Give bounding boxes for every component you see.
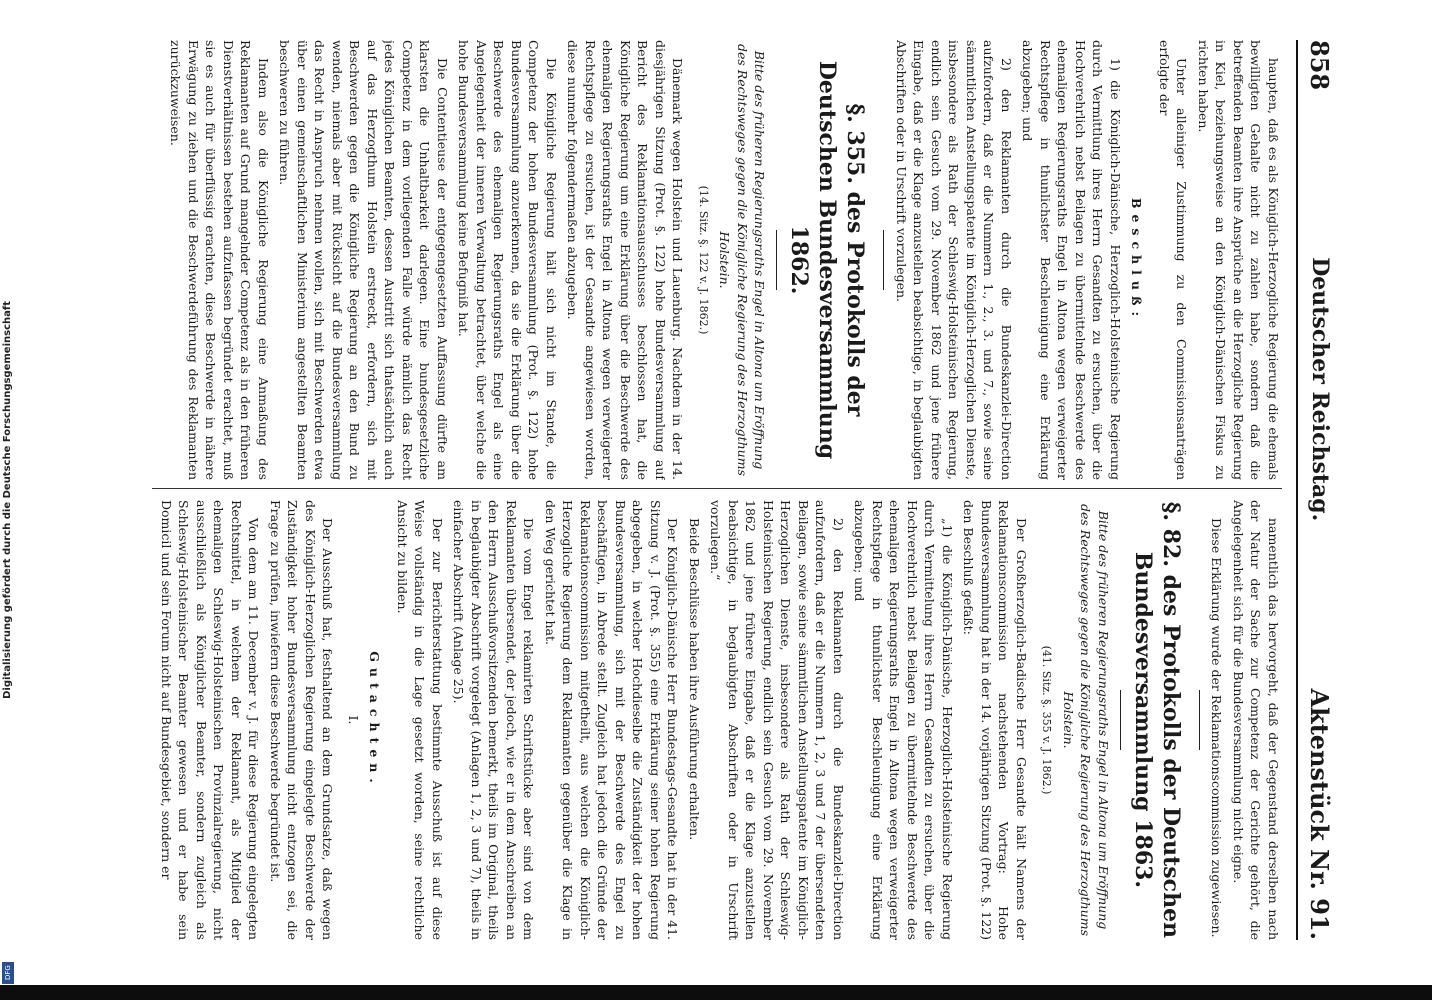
section-subtitle: Bitte des früheren Regierungsraths Engel in Altona um Eröffnung des Rechtsweges gegen die Königliche Regierung des Herzogthums Holstein. [1061, 504, 1111, 936]
section-reference: (41. Sitz. §. 355 v. J. 1862.) [1040, 645, 1054, 795]
section-reference: (14. Sitz. §. 122 v. J. 1862.) [697, 185, 710, 335]
paragraph: Die vom Engel reklamirten Schriftstücke aber sind von dem Reklamanten übersendet, der jedoch, wie er in dem Anschreiben an den Herrn Ausschußvorsitzenden bemerkt, theils im Original, theils in beglaubigter Abschrift vorgelegt (Anlagen 1, 2, 3 und 7), theils in einfacher Abschrift (Anlage 25). [451, 500, 537, 940]
paragraph: „1) die Königlich-Dänische, Herzoglich-Holsteinische Regierung durch Vermittelung ihres Herrn Gesandten zu ersuchen, über die Hochverehrlich nebst Beilagen zu übermittelnde Beschwerde des ehemaligen Regierungsraths Engel in Altona wegen verweigerter Rechtspflege in thunlichster Beschleunigung eine Erklärung abzugeben; und [852, 500, 955, 940]
column-divider [152, 488, 1282, 489]
paragraph: Die Contentieuse der entgegengesetzten Auffassung dürfte am klarsten die Unhaltbarkeit darlegen. Eine bundesgesetzliche Competenz in dem vorliegenden Falle würde nämlich das Recht jedes Königlichen Beamten, dessen Austritt sich thatsächlich auch auf das Herzogthum Holstein erstreckt, erfordern, sich mit Beschwerden gegen die Königliche Regierung an den Bund zu wenden, niemals aber mit Rücksicht auf die Bundesversammlung das Recht in Anspruch nehmen wollen, sich mit Beschwerden etwa über einen gemeinschaftlichen Ministerium angestellten Beamten beschweren zu führen. [277, 40, 450, 480]
paragraph: haupten, daß es als Königlich-Herzogliche Regierung die ehemals bewilligten Gehalte nicht zu zahlen habe, sondern daß die betreffenden Beamten ihre Ansprüche an die Herzogliche Regierung in Kiel, beziehungsweise an den Königlich-Dänischen Fiskus zu richten haben. [1196, 40, 1281, 480]
paragraph: 2) den Reklamanten durch die Bundeskanzlei-Direction aufzufordern, daß er die Nummern 1, 2, 3 und 7 der übersendeten Beilagen, sowie seine sämmtlichen Anstellungspatente im Königlich-Herzoglichen Dienste, insbesondere als Rath der Schleswig-Holsteinischen Regierung, endlich sein Gesuch vom 29. November 1862 und jene frühere Eingabe, daß er die Klage anzustellen beabsichtige, in beglaubigten Abschriften oder in Urschrift vorzulegen.“ [708, 500, 846, 940]
attachment-number: Aktenstück Nr. 91. [1305, 688, 1335, 940]
paragraph: Der Königlich-Dänische Herr Bundestags-Gesandte hat in der 41. Sitzung v. J. (Prot. §. 355) eine Erklärung seiner hohen Regierung abgegeben, in welcher Hochdieselbe die Zuständigkeit der hohen Bundesversammlung, sich mit der Beschwerde des Engel zu beschäftigen, in Abrede stellt. Zugleich hat jedoch die Gründe der Reklamationscommission mitgetheilt, aus welchen die Königlich-Herzogliche Regierung dem Reklamanten gegenüber die Klage in den Weg gerichtet hat. [543, 500, 681, 940]
divider-rule [777, 230, 778, 290]
beschluss-heading: Beschluß: [1129, 197, 1145, 323]
page-header [1296, 40, 1342, 940]
gutachten-heading: Gutachten. [367, 651, 383, 789]
running-title: Deutscher Reichstag. [1307, 257, 1333, 522]
scan-edge-shadow [0, 985, 1432, 1000]
left-column [152, 40, 1282, 480]
paragraph: namentlich das hervorgeht, daß der Gegenstand derselben nach der Natur der Sache zur Competenz der Gerichte gehört, die Angelegenheit sich für die Bundesversammlung nicht eigne. [1231, 500, 1281, 940]
gutachten-numeral: I. [346, 715, 361, 725]
section-subtitle: Bitte des früheren Regierungsraths Engel in Altona um Eröffnung des Rechtsweges gegen die Königliche Regierung des Herzogthums Holstein. [717, 44, 768, 476]
paragraph: 2) den Reklamanten durch die Bundeskanzlei-Direction aufzufordern, daß er die Nummern 1., 2., 3. und 7., sowie seine sämmtlichen Anstellungspatente im Königlich-Herzoglichen Dienste, insbesondere als Rath der Schleswig-Holsteinischen Regierung, endlich sein Gesuch vom 29. November 1862 und jene frühere Eingabe, daß er die Klage anzustellen beabsichtige, in beglaubigten Abschriften oder in Urschrift vorzulegen. [894, 40, 1014, 480]
divider-rule [1120, 690, 1121, 750]
digitization-credit [0, 0, 14, 1000]
divider-rule [884, 230, 885, 290]
digitization-credit-text: Digitalisierung gefördert durch die Deutsche Forschungsgemeinschaft [1, 301, 13, 699]
paragraph: Indem also die Königliche Regierung eine Anmaßung des Reklamanten auf Grund mangelnder Competenz als in den früheren Dienstverhältnissen bestehen aufzufassen begründet erachtet, muß sie es auch für überflüssig erachten, diese Beschwerde in nähere Erwägung zu ziehen und die Beschwerdeführung des Reklamanten zurückzuweisen. [168, 40, 271, 480]
paragraph: Der Ausschuß hat, festhaltend an dem Grundsatze, daß wegen des Königlich-Herzoglichen Regierung eingelegte Beschwerde der Zuständigkeit hoher Bundesversammlung nicht entzogen sei, die Frage zu prüfen, inwiefern diese Beschwerde begründet ist. [268, 500, 336, 940]
page-number: 858 [1305, 40, 1335, 91]
right-column [152, 500, 1282, 940]
dfg-logo [2, 962, 14, 984]
section-title: §. 82. des Protokolls der Deutschen Bundesversammlung 1863. [1130, 501, 1184, 939]
paragraph: 1) die Königlich-Dänische, Herzoglich-Holsteinische Regierung durch Vermittlung ihres Herrn Gesandten zu ersuchen, über die Hochverehrlich nebst Beilagen zu übermittelnde Beschwerde des ehemaligen Regierungsraths Engel in Altona wegen verweigerter Rechtspflege in thunlichster Beschleunigung eine Erklärung abzugeben; und [1020, 40, 1123, 480]
section-title: §. 355. des Protokolls der Deutschen Bundesversammlung 1862. [786, 60, 869, 460]
dfg-logo-text: DFG [4, 965, 12, 981]
paragraph: Diese Erklärung wurde der Reklamationscommission zugewiesen. [1209, 518, 1225, 938]
paragraph: Von dem am 11. December v. J. für diese Regierung eingelegten Rechtsmittel, in welchem der Reklamant, als Mitglied der ehemaligen Schleswig-Holsteinischen Provinzialregierung, nicht ausschließlich als Königlicher Beamter, sondern zugleich als Schleswig-Holsteinischer Beamter gewesen und er habe sein Domicil und sein Forum nicht auf Bundesgebiet, sondern er [159, 500, 262, 940]
paragraph: Der zur Berichterstattung bestimmte Ausschuß ist auf diese Weise vollständig in die Lage gesetzt worden, seine rechtliche Ansicht zu bilden. [395, 500, 445, 940]
paragraph: Dänemark wegen Holstein und Lauenburg. Nachdem in der 14. diesjährigen Sitzung (Prot. §. 122) hohe Bundesversammlung auf Bericht des Reklamationsausschusses beschlossen hat, die Königliche Regierung um eine Erklärung über die Beschwerde des ehemaligen Regierungsraths Engel in Altona wegen verweigerter Rechtspflege zu ersuchen, ist der Gesandte angewiesen worden, diese nunmehr folgendermaßen abzugeben. [565, 40, 686, 480]
paragraph: Beide Beschlüsse haben ihre Ausführung erhalten. [687, 518, 702, 841]
paragraph: Unter alleiniger Zustimmung zu den Commissionsanträgen erfolgte der [1157, 40, 1190, 480]
paragraph: Der Großherzoglich-Badische Herr Gesandte hält Namens der Reklamationscommission nachstehenden Vortrag: Hohe Bundesversammlung hat in der 14. vorjährigen Sitzung (Prot. §. 122) den Beschluß gefaßt: [961, 500, 1029, 940]
paragraph: Die Königliche Regierung hält sich nicht im Stande, die Competenz der hohen Bundesversammlung (Prot. §. 122) hohe Bundesversammlung anzuerkennen, da sie die Erklärung über die Beschwerde des ehemaligen Regierungsraths Engel als eine Angelegenheit der inneren Verwaltung betrachtet, über welche die hohe Bundesversammlung keine Befugniß hat. [456, 40, 559, 480]
divider-rule [1199, 690, 1200, 750]
